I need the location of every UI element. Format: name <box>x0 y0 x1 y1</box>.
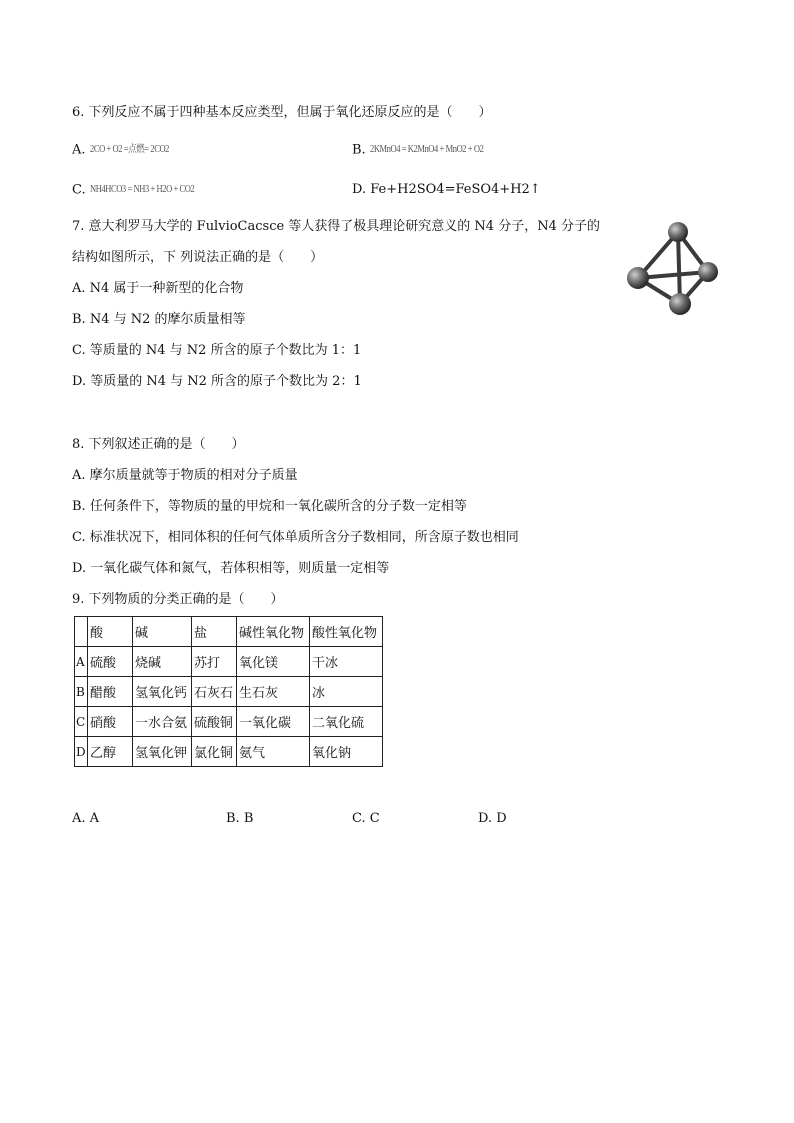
table-cell: 生石灰 <box>237 677 310 707</box>
q9-option-d: D. D <box>478 811 507 826</box>
q6-option-c <box>72 181 213 200</box>
table-cell: C <box>75 707 88 737</box>
table-cell: 氧化镁 <box>237 647 310 677</box>
table-cell: 干冰 <box>310 647 383 677</box>
q6-option-d-formula: Fe+H2SO4=FeSO4+H2↑ <box>370 182 541 197</box>
table-header-cell <box>75 617 88 647</box>
q6-option-a <box>72 141 183 160</box>
q9-option-c: C. C <box>352 811 380 826</box>
table-cell: 氯化铜 <box>192 737 237 767</box>
table-cell: D <box>75 737 88 767</box>
q8-stem: 8. 下列叙述正确的是（ ） <box>72 437 245 452</box>
q6-option-a-formula: 2CO + O2 =点燃= 2CO2 <box>89 144 169 155</box>
table-cell: 石灰石 <box>192 677 237 707</box>
classification-table <box>74 616 383 767</box>
table-header-row <box>75 617 383 647</box>
q6-option-b-label: B. <box>352 142 366 158</box>
table-cell: 硝酸 <box>88 707 133 737</box>
table-row <box>75 737 383 767</box>
table-cell: 烧碱 <box>133 647 192 677</box>
q6-option-d-label: D. <box>352 182 367 197</box>
table-cell: 氢氧化钾 <box>133 737 192 767</box>
q7-stem-line1: 7. 意大利罗马大学的 FulvioCacsce 等人获得了极具理论研究意义的 N4 分子，N4 分子的 <box>72 219 600 234</box>
q6-option-b-formula: 2KMnO4 = K2MnO4 + MnO2 + O2 <box>369 144 484 155</box>
n4-tetrahedron-molecule-icon <box>620 220 724 320</box>
q8-option-a: A. 摩尔质量就等于物质的相对分子质量 <box>72 468 298 483</box>
table-cell: B <box>75 677 88 707</box>
table-cell: 冰 <box>310 677 383 707</box>
q6-option-c-label: C. <box>72 182 86 198</box>
table-row <box>75 707 383 737</box>
table-cell: 氨气 <box>237 737 310 767</box>
table-cell: 醋酸 <box>88 677 133 707</box>
table-header-cell: 盐 <box>192 617 237 647</box>
table-header-cell: 酸性氧化物 <box>310 617 383 647</box>
q6-option-d <box>352 181 541 199</box>
table-header-cell: 碱性氧化物 <box>237 617 310 647</box>
q6-stem: 6. 下列反应不属于四种基本反应类型，但属于氧化还原反应的是（ ） <box>72 105 492 120</box>
table-cell: 苏打 <box>192 647 237 677</box>
q7-option-c: C. 等质量的 N4 与 N2 所含的原子个数比为 1：1 <box>72 343 362 358</box>
table-row <box>75 677 383 707</box>
q8-option-b: B. 任何条件下，等物质的量的甲烷和一氧化碳所含的分子数一定相等 <box>72 499 467 514</box>
table-row <box>75 647 383 677</box>
q9-option-b: B. B <box>226 811 254 826</box>
q7-option-d: D. 等质量的 N4 与 N2 所含的原子个数比为 2：1 <box>72 374 362 389</box>
nitrogen-atom-left <box>627 267 649 289</box>
q7-option-a: A. N4 属于一种新型的化合物 <box>72 281 244 296</box>
q7-option-b: B. N4 与 N2 的摩尔质量相等 <box>72 312 246 327</box>
q6-option-c-formula: NH4HCO3 = NH3 + H2O + CO2 <box>89 184 195 195</box>
table-cell: A <box>75 647 88 677</box>
nitrogen-atom-bottom <box>669 293 691 315</box>
table-header-cell: 碱 <box>133 617 192 647</box>
q7-stem-line2: 结构如图所示，下 列说法正确的是（ ） <box>72 250 324 265</box>
table-cell: 硫酸 <box>88 647 133 677</box>
q9-stem: 9. 下列物质的分类正确的是（ ） <box>72 592 284 607</box>
table-cell: 二氧化硫 <box>310 707 383 737</box>
q9-option-a: A. A <box>72 811 100 826</box>
table-header-cell: 酸 <box>88 617 133 647</box>
table-cell: 氧化钠 <box>310 737 383 767</box>
table-cell: 一氧化碳 <box>237 707 310 737</box>
molecule-bonds <box>638 232 708 304</box>
nitrogen-atom-top <box>668 222 688 242</box>
q6-option-a-label: A. <box>72 142 86 158</box>
table-cell: 乙醇 <box>88 737 133 767</box>
table-cell: 一水合氨 <box>133 707 192 737</box>
q8-option-d: D. 一氧化碳气体和氮气，若体积相等，则质量一定相等 <box>72 561 390 576</box>
table-cell: 硫酸铜 <box>192 707 237 737</box>
q8-option-c: C. 标准状况下，相同体积的任何气体单质所含分子数相同，所含原子数也相同 <box>72 530 519 545</box>
q6-option-b <box>352 141 503 160</box>
table-cell: 氢氧化钙 <box>133 677 192 707</box>
nitrogen-atom-right <box>698 262 718 282</box>
